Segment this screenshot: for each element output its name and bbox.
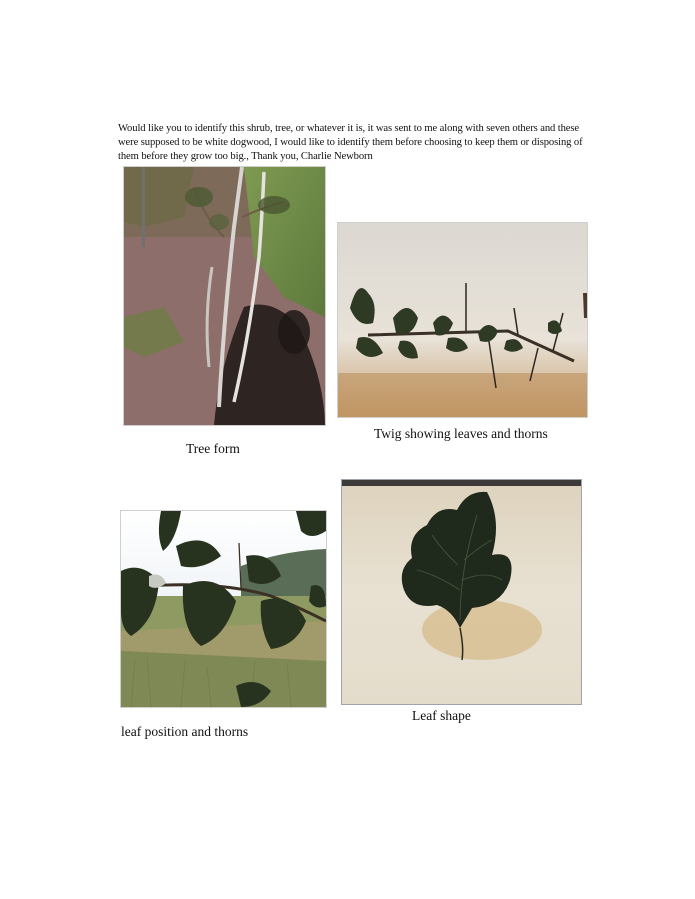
thorny-twig-photo — [337, 222, 588, 418]
caption-leaf-shape: Leaf shape — [412, 708, 471, 723]
intro-paragraph: Would like you to identify this shrub, tree, or whatever it is, it was sent to me along with seven others and these were supposed to be white dogwood, I would like to identify them before choosing to keep them or disposing of them before they grow too big., Thank you, Charlie Newborn — [118, 123, 583, 162]
leaf-position-photo — [120, 510, 327, 708]
tree-form-photo — [123, 166, 326, 426]
caption-tree-form: Tree form — [186, 441, 240, 456]
caption-leaf-position: leaf position and thorns — [121, 724, 249, 739]
caption-twig: Twig showing leaves and thorns — [374, 426, 548, 441]
leaf-shape-photo — [341, 479, 582, 705]
